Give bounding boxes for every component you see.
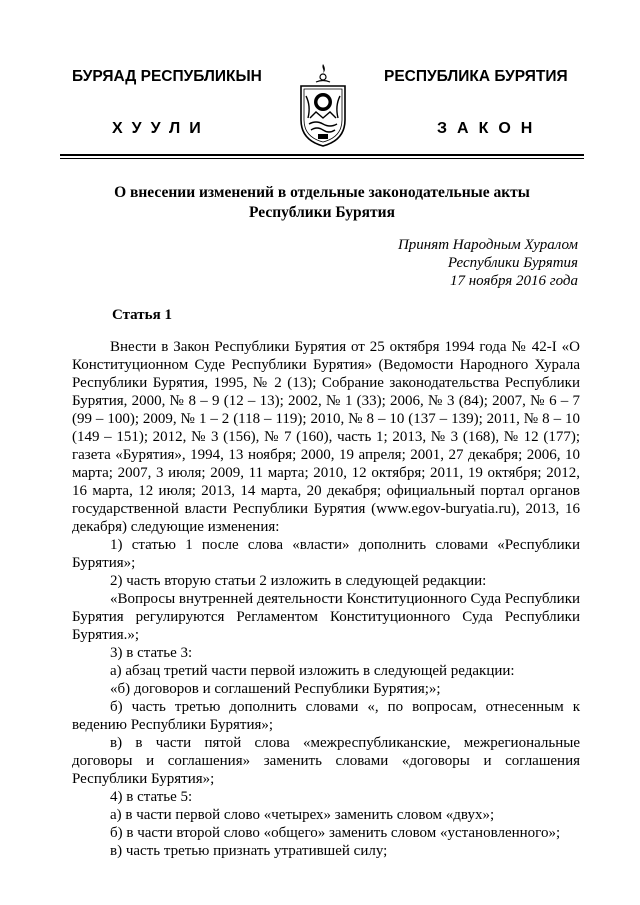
body-paragraph: 2) часть вторую статьи 2 изложить в следующей редакции: <box>110 573 487 589</box>
header-rule-thin <box>60 158 584 159</box>
law-title-line: Республики Бурятия <box>249 204 395 221</box>
body-paragraph: 3) в статье 3: <box>110 645 193 661</box>
header-russian-law: ЗАКОН <box>437 120 543 137</box>
adoption-note-line: Принят Народным Хуралом <box>397 237 578 253</box>
body-paragraph: 4) в статье 5: <box>110 789 193 805</box>
header-russian-republic: РЕСПУБЛИКА БУРЯТИЯ <box>384 68 568 85</box>
law-title <box>60 183 584 223</box>
adoption-note-line: Республики Бурятия <box>447 255 578 271</box>
body-paragraph: в) в части пятой слова «межреспубликанские, межрегиональные договоры и соглашения» заменить словами «договоры и соглашения Республики Бурятия»; <box>72 735 580 787</box>
body-paragraph: б) в части второй слово «общего» заменить словом «установленного»; <box>110 825 561 841</box>
body-paragraph: а) в части первой слово «четырех» заменить словом «двух»; <box>110 807 495 823</box>
coat-of-arms-icon <box>296 62 350 148</box>
body-paragraph: 1) статью 1 после слова «власти» дополнить словами «Республики Бурятия»; <box>72 537 580 571</box>
body-paragraph: б) часть третью дополнить словами «, по вопросам, отнесенным к ведению Республики Бурятия»; <box>72 699 580 733</box>
body-paragraph: Внести в Закон Республики Бурятия от 25 октября 1994 года № 42-I «О Конституционном Суде Республики Бурятия» (Ведомости Народного Хурала Республики Бурятия, 1995, № 2 (13); Собрание законодательства Республики Бурятия, 2000, № 8 – 9 (12 – 13); 2002, № 1 (33); 2006, № 3 (84); 2007, № 6 – 7 (99 – 100); 2009, № 1 – 2 (118 – 119); 2010, № 8 – 10 (137 – 139); 2011, № 8 – 10 (149 – 151); 2012, № 3 (156), № 7 (160), часть 1; 2013, № 3 (168), № 12 (177); газета «Бурятия», 1994, 13 ноября; 2000, 19 апреля; 2001, 27 декабря; 2006, 10 марта; 2007, 3 июля; 2009, 11 марта; 2010, 12 октября; 2011, 19 октября; 2012, 16 марта, 12 июля; 2013, 14 марта, 20 декабря; официальный портал органов государственной власти Республики Бурятия (www.egov-buryatia.ru), 2013, 16 декабря) следующие изменения: <box>72 339 580 535</box>
body-paragraph: «Вопросы внутренней деятельности Конституционного Суда Республики Бурятия регулируются Регламентом Конституционного Суда Республики Бурятия.»; <box>72 591 581 643</box>
adoption-date: 17 ноября 2016 года <box>449 273 578 289</box>
law-title-line: О внесении изменений в отдельные законодательные акты <box>114 184 530 201</box>
article-heading: Статья 1 <box>112 307 172 323</box>
body-paragraph: а) абзац третий части первой изложить в следующей редакции: <box>110 663 515 679</box>
article-body <box>72 338 580 860</box>
header-buryat-law: ХУУЛИ <box>112 120 210 137</box>
header-rule-thick <box>60 154 584 156</box>
header-buryat-republic: БУРЯАД РЕСПУБЛИКЫН <box>72 68 262 85</box>
body-paragraph: «б) договоров и соглашений Республики Бурятия;»; <box>110 681 441 697</box>
adoption-note <box>398 236 578 290</box>
body-paragraph: в) часть третью признать утратившей силу; <box>110 843 388 859</box>
